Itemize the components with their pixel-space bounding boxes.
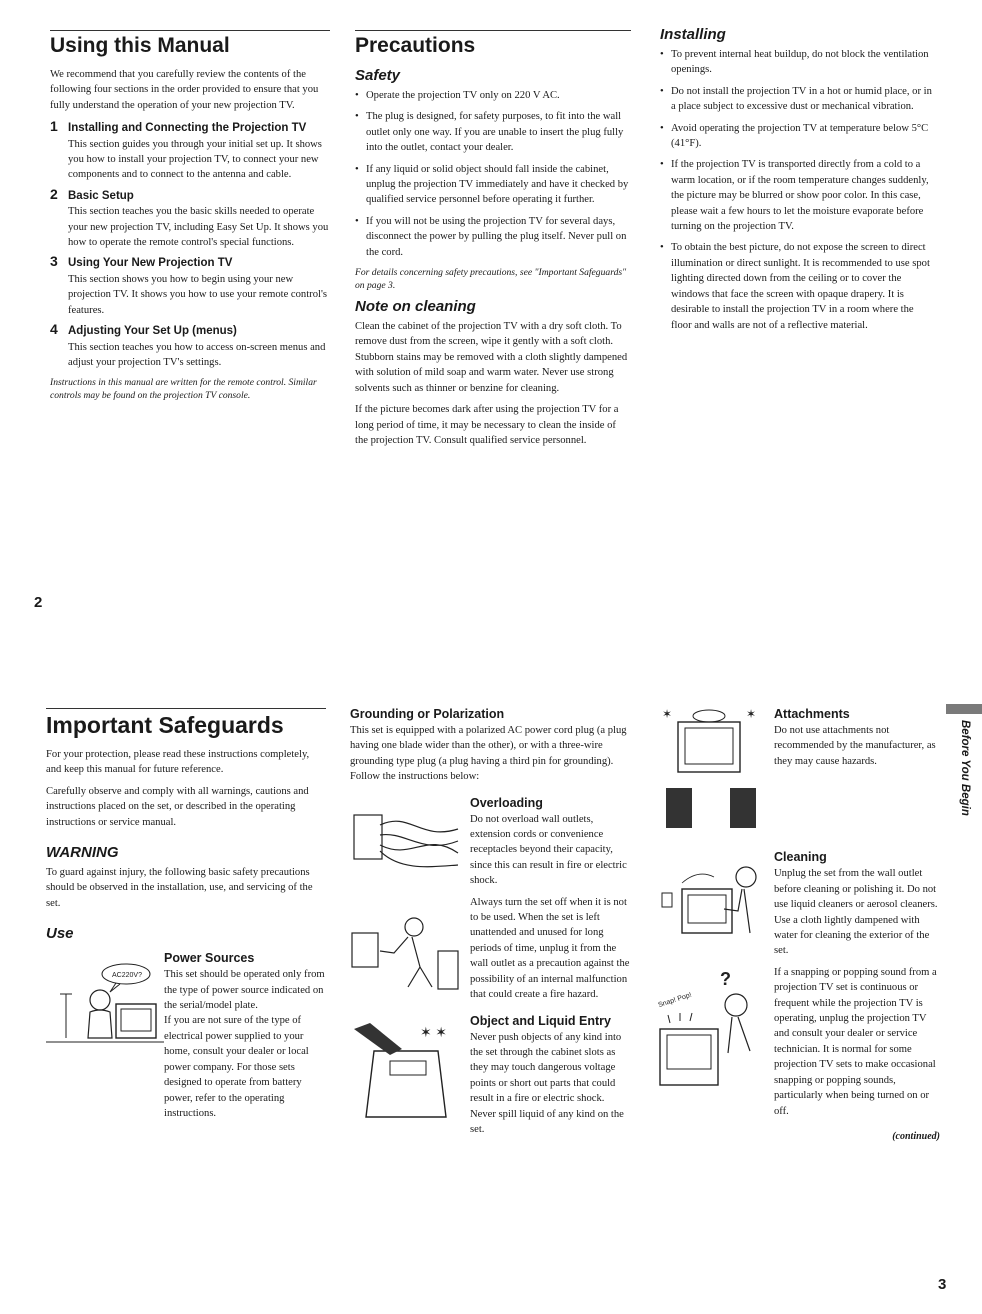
- overloading-text: [470, 791, 630, 895]
- person-cleaning-tv-icon: [658, 859, 764, 939]
- attachments-block: [658, 702, 940, 837]
- object-liquid-heading: Object and Liquid Entry: [470, 1013, 611, 1028]
- attachments-heading: Attachments: [774, 707, 850, 721]
- list-item: • The plug is designed, for safety purposes, to fit into the wall outlet only one way. If you are unable to insert the plug fully into the outlet, contact your dealer.: [355, 109, 631, 155]
- list-item: • Operate the projection TV only on 220 V AC.: [355, 88, 631, 103]
- section-body: This section teaches you the basic skills needed to operate your new projection TV, including Easy Set Up. It shows you how to operate the remote control's special functions.: [68, 206, 329, 249]
- using-manual-title: Using this Manual: [50, 30, 330, 58]
- person-tv-icon: [46, 946, 164, 1056]
- section-tab-label: Before You Begin: [959, 720, 971, 816]
- safeguards-paragraph-1: For your protection, please read these instructions completely, and keep this manual for future reference.: [46, 749, 310, 776]
- cleaning-body: Unplug the set from the wall outlet before cleaning or polishing it. Do not use liquid cleaners or aerosol cleaners. Use a cloth lightly dampened with water for cleaning the exterior of the set.: [774, 868, 938, 957]
- snapping-body: If a snapping or popping sound from a projection TV set is continuous or frequent while the projection TV is operating, unplug the projection TV and consult your dealer or service technician. It is normal for some projection TV sets to make occasional snapping or popping sounds, particularly when being turned on or off.: [774, 966, 937, 1117]
- list-item: • If any liquid or solid object should fall inside the cabinet, unplug the projection TV immediately and have it checked by qualified service personnel before operating it further.: [355, 162, 631, 208]
- right-safeguards-column: [658, 702, 940, 1144]
- snapping-illustration: [658, 965, 774, 1125]
- section-number: 3: [50, 253, 58, 270]
- section-tab-marker: [946, 704, 982, 714]
- precautions-section: [355, 30, 631, 454]
- svg-text:✶: ✶: [662, 707, 673, 721]
- object-entry-illustration: [350, 1009, 470, 1144]
- using-manual-intro: We recommend that you carefully review the contents of the following four sections in the order provided to ensure that you fully understand the operation of your new projection TV.: [50, 69, 319, 111]
- section-number: 1: [50, 118, 58, 135]
- section-body: This section shows you how to begin using your new projection TV. It shows you how to use your remote control's features.: [68, 273, 327, 316]
- svg-text:✶ ✶: ✶ ✶: [420, 1025, 447, 1041]
- page-2: [0, 0, 982, 640]
- installing-section: [660, 22, 936, 339]
- object-liquid-body: Never push objects of any kind into the set through the cabinet slots as they may touch dangerous voltage points or short out parts that could result in a fire or electric shock. Never spill liquid of any kind on the set.: [470, 1031, 624, 1135]
- attachments-text: [774, 702, 940, 837]
- overloading-illustration: [350, 791, 470, 895]
- power-sources-paragraph-2: If you are not sure of the type of electrical power supplied to your home, consult your dealer or local power company. For those sets designed to operate from battery power, refer to the operating instructions.: [164, 1015, 309, 1119]
- safeguards-section: [46, 708, 326, 1127]
- remote-note: Instructions in this manual are written for the remote control. Similar controls may be found on the projection TV console.: [50, 377, 317, 402]
- object-liquid-block: [350, 1009, 630, 1144]
- page-number: 3: [938, 1276, 947, 1293]
- safety-note: For details concerning safety precautions, see "Important Safeguards" on page 3.: [355, 267, 627, 292]
- safety-heading: Safety: [355, 67, 401, 84]
- power-sources-heading: Power Sources: [164, 951, 255, 966]
- cleaning-illustration: [658, 845, 774, 964]
- power-sources-text: [164, 946, 326, 1127]
- power-source-illustration: [46, 946, 164, 1066]
- list-item: • If you will not be using the projection TV for several days, disconnect the power by pulling the plug itself. Never pull on the cord.: [355, 214, 631, 260]
- overloading-heading: Overloading: [470, 795, 543, 810]
- safeguards-title: Important Safeguards: [46, 708, 326, 738]
- installing-heading: Installing: [660, 26, 726, 43]
- snap-sound-text: Snap! Pop!: [658, 991, 693, 1009]
- section-number: 2: [50, 185, 58, 202]
- svg-text:✶: ✶: [746, 707, 757, 721]
- page-3: [0, 690, 982, 1314]
- overloaded-outlet-icon: [350, 801, 462, 881]
- list-item: • To obtain the best picture, do not expose the screen to direct illumination or direct sunlight. It is recommended to use spot lighting directed down from the ceiling or to cover the windows that face the screen with opaque drapery. It is desirable to install the projection TV in a room where the floor and walls are not of a reflective material.: [660, 240, 936, 332]
- cleaning-note-heading: Note on cleaning: [355, 298, 476, 316]
- list-item: • Avoid operating the projection TV at temperature below 5°C (41°F).: [660, 121, 936, 152]
- snapping-tv-icon: [658, 971, 764, 1091]
- attachments-body: Do not use attachments not recommended by the manufacturer, as they may cause hazards.: [774, 725, 936, 767]
- svg-text:?: ?: [720, 970, 731, 989]
- warning-heading: WARNING: [46, 844, 119, 862]
- section-body: This section teaches you how to access on-screen menus and adjust your projection TV's settings.: [68, 341, 326, 368]
- section-title: Adjusting Your Set Up (menus): [68, 325, 237, 338]
- grounding-follow: Follow the instructions below:: [350, 771, 480, 783]
- tv-with-speakers-icon: [658, 702, 764, 832]
- section-title: Using Your New Projection TV: [68, 257, 233, 270]
- safeguards-paragraph-2: Carefully observe and comply with all warnings, cautions and instructions placed on the set, or described in the operating instructions or service manual.: [46, 785, 309, 828]
- overloading-block: [350, 791, 630, 895]
- unplug-illustration: [350, 895, 470, 1009]
- hand-inserting-object-icon: [350, 1021, 462, 1131]
- cleaning-heading: Cleaning: [774, 850, 827, 865]
- unplug-block: [350, 895, 630, 1009]
- power-sources-paragraph-1: This set should be operated only from the type of power source indicated on the serial/model plate.: [164, 969, 325, 1012]
- page-number: 2: [34, 594, 43, 611]
- object-liquid-text: [470, 1009, 630, 1144]
- attachments-illustration: [658, 702, 774, 837]
- snapping-block: [658, 965, 940, 1125]
- speech-bubble-text: AC220V?: [112, 972, 142, 980]
- snapping-text: [774, 965, 940, 1125]
- section-item-3: [50, 254, 330, 318]
- section-item-4: [50, 322, 330, 370]
- using-manual-section: [50, 30, 330, 408]
- power-sources-block: [46, 946, 326, 1127]
- overloading-body: Do not overload wall outlets, extension cords or convenience receptacles beyond their capacity, since this can result in fire or electric shock.: [470, 813, 627, 887]
- section-number: 4: [50, 321, 58, 338]
- continued-label: (continued): [892, 1130, 940, 1142]
- grounding-body: This set is equipped with a polarized AC power cord plug (a plug having one blade wider than the other), or with a three-wire grounding type plug (a plug having a third pin for grounding).: [350, 725, 627, 767]
- cleaning-text: [774, 845, 940, 964]
- safety-list: [355, 88, 631, 260]
- precautions-title: Precautions: [355, 30, 631, 58]
- cleaning-paragraph-1: Clean the cabinet of the projection TV with a dry soft cloth. To remove dust from the screen, wipe it gently with a soft cloth. Stubborn stains may be removed with a cloth slightly dampened with solution of mild soap and warm water. Never use strong solvents such as thinner or benzine for cleaning.: [355, 321, 628, 394]
- warning-body: To guard against injury, the following basic safety precautions should be observed in the installation, use, and servicing of the set.: [46, 867, 313, 909]
- list-item: • Do not install the projection TV in a hot or humid place, or in a place subject to excessive dust or mechanical vibration.: [660, 84, 936, 115]
- section-title: Installing and Connecting the Projection TV: [68, 122, 307, 135]
- section-item-2: [50, 187, 330, 251]
- list-item: • To prevent internal heat buildup, do not block the ventilation openings.: [660, 47, 936, 78]
- cleaning-paragraph-2: If the picture becomes dark after using the projection TV for a long period of time, it may be necessary to clean the inside of the projection TV. Consult qualified service personnel.: [355, 404, 619, 446]
- installing-list: [660, 47, 936, 333]
- use-heading: Use: [46, 925, 74, 943]
- section-body: This section guides you through your initial set up. It shows you how to install your projection TV, to connect your new components and to connect to the antenna and cable.: [68, 138, 322, 181]
- person-unplugging-icon: [350, 911, 462, 993]
- list-item: • If the projection TV is transported directly from a cold to a warm location, or if the room temperature changes suddenly, the picture may be blurred or show poor color. In this case, please wait a few hours to let the moisture evaporate before turning on the projection TV.: [660, 157, 936, 234]
- grounding-section: [350, 702, 630, 1143]
- grounding-heading: Grounding or Polarization: [350, 707, 505, 721]
- cleaning-block: [658, 845, 940, 964]
- section-item-1: [50, 119, 330, 183]
- unplug-body: Always turn the set off when it is not to be used. When the set is left unattended and unused for long periods of time, unplug it from the wall outlet as a precaution against the possibility of an internal malfunction that could create a fire hazard.: [470, 896, 630, 1001]
- unplug-text: [470, 895, 630, 1009]
- section-title: Basic Setup: [68, 189, 134, 202]
